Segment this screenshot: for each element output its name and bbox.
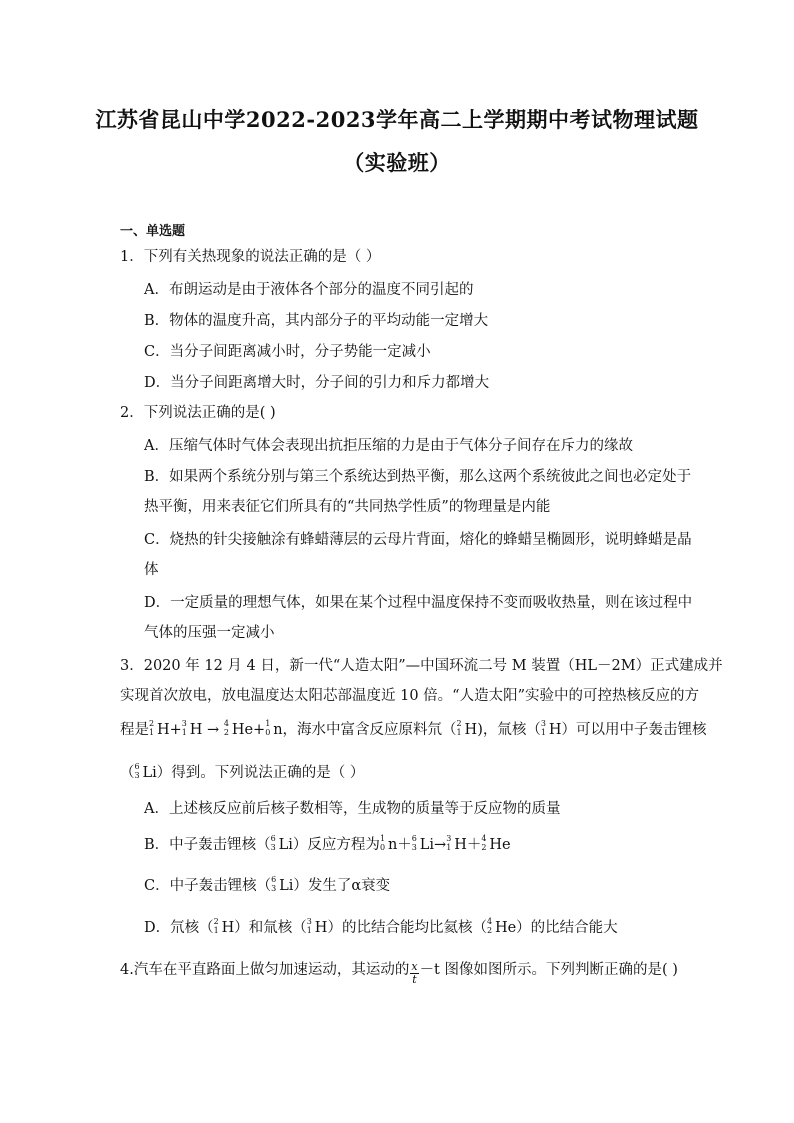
q3-line3: 程是 2 1 H+ 3 1 H → 4 2 He+ 1 0 n，海水中富含反应原料氘（ 2 1 H)，氚核（ 3 1 H）可以用中子轰击锂核	[120, 719, 707, 738]
q4-prefix: 4.汽车在平直路面上做匀加速运动，其运动的	[120, 962, 410, 978]
q4-stem	[120, 960, 678, 986]
q1-option-c: C．当分子间距离减小时，分子势能一定减小	[144, 344, 431, 360]
q1-stem: 1．下列有关热现象的说法正确的是（ ）	[120, 249, 381, 265]
q3-line3-suffix: H）可以用中子轰击锂核	[548, 722, 707, 738]
q3-option-d-mid1: H）和氚核（	[221, 920, 307, 936]
exam-title: 江苏省昆山中学2022-2023学年高二上学期期中考试物理试题	[95, 107, 699, 132]
q3-line4-suffix: Li）得到。下列说法正确的是（ ）	[142, 765, 365, 781]
q3-line4-prefix: （	[120, 765, 135, 781]
q2-option-c-cont: 体	[144, 562, 159, 578]
q3-option-c: C．中子轰击锂核（ 6 3 Li）发生了α衰变	[144, 875, 391, 894]
q2-option-b: B．如果两个系统分别与第三个系统达到热平衡，那么这两个系统彼此之间也必定处于	[144, 469, 692, 485]
q3-option-d-suffix: He）的比结合能大	[494, 920, 618, 936]
q4-suffix: －t 图像如图所示。下列判断正确的是( )	[419, 962, 678, 978]
q3-option-c-prefix: C．中子轰击锂核（	[144, 878, 272, 894]
q3-option-d-prefix: D．氘核（	[144, 920, 214, 936]
q3-option-b-mid: Li）反应方程为	[278, 837, 380, 853]
q1-option-a: A．布朗运动是由于液体各个部分的温度不同引起的	[144, 282, 474, 298]
q3-line3-mid: ，海水中富含反应原料氘（	[282, 722, 457, 738]
q4-fraction	[410, 961, 418, 986]
q3-line2: 实现首次放电，放电温度达太阳芯部温度近 10 倍。“人造太阳”实验中的可控热核反应的方	[120, 688, 699, 704]
q3-option-b: B．中子轰击锂核（ 6 3 Li）反应方程为 1 0 n＋ 6 3 Li→ 3 1 H＋ 4 2 He	[144, 834, 511, 853]
q4-frac-den: t	[412, 973, 417, 986]
q2-option-c: C．烧热的针尖接触涂有蜂蜡薄层的云母片背面，熔化的蜂蜡呈椭圆形，说明蜂蜡是晶	[144, 532, 692, 548]
section-heading: 一、单选题	[120, 224, 186, 239]
q2-option-b-cont: 热平衡，用来表征它们所具有的“共同热学性质”的物理量是内能	[144, 499, 551, 515]
q2-stem: 2．下列说法正确的是( )	[120, 405, 276, 421]
q1-option-d: D．当分子间距离增大时，分子间的引力和斥力都增大	[144, 375, 490, 391]
q3-option-d: D．氘核（ 2 1 H）和氚核（ 3 1 H）的比结合能均比氦核（ 4 2 He）的比结合能大	[144, 917, 618, 936]
q4-frac-num: x	[411, 960, 418, 973]
q2-option-d: D．一定质量的理想气体，如果在某个过程中温度保持不变而吸收热量，则在该过程中	[144, 595, 693, 611]
q3-option-a: A．上述核反应前后核子数相等，生成物的质量等于反应物的质量	[144, 801, 561, 817]
q3-option-b-prefix: B．中子轰击锂核（	[144, 837, 271, 853]
q1-option-b: B．物体的温度升高，其内部分子的平均动能一定增大	[144, 313, 489, 329]
q2-option-d-cont: 气体的压强一定减小	[144, 625, 275, 641]
q3-line4: （ 6 3 Li）得到。下列说法正确的是（ ）	[120, 762, 365, 781]
q3-option-c-suffix: Li）发生了α衰变	[279, 878, 391, 894]
q2-option-a: A．压缩气体时气体会表现出抗拒压缩的力是由于气体分子间存在斥力的缘故	[144, 438, 633, 454]
q3-line3-mid2: H)，氚核（	[464, 722, 541, 738]
q3-line3-prefix: 程是	[120, 722, 149, 738]
exam-subtitle: （实验班）	[343, 150, 451, 175]
q3-option-d-mid2: H）的比结合能均比氦核（	[314, 920, 487, 936]
q3-line1: 3．2020 年 12 月 4 日，新一代“人造太阳”—中国环流二号 M 装置（HL－2M）正式建成并	[120, 658, 723, 674]
